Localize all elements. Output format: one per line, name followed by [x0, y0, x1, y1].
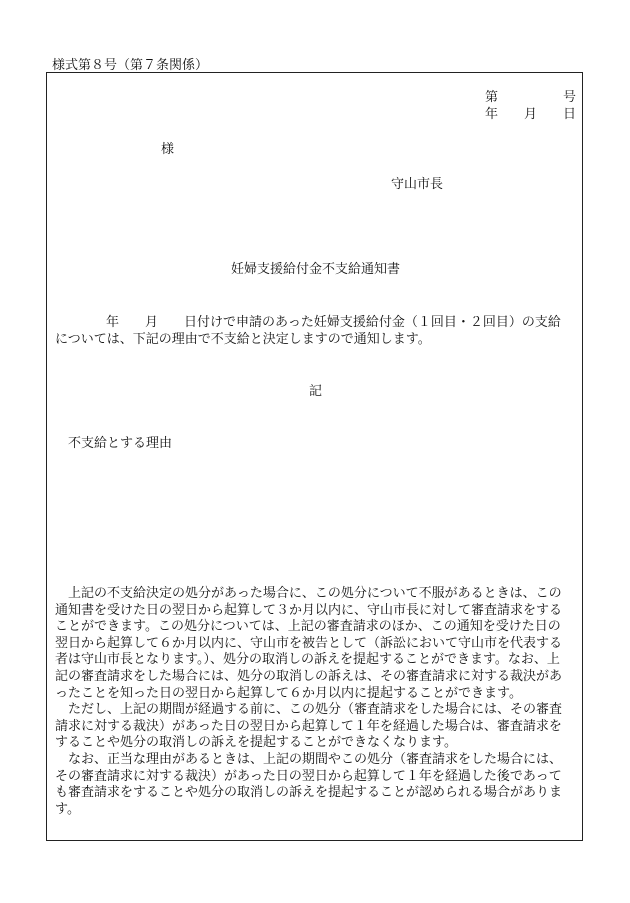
notice-line: 記の審査請求をした場合には、処分の取消しの訴えは、その審査請求に対する裁決があ: [55, 668, 563, 684]
notice-line: 翌日から起算して６か月以内に、守山市を被告として（訴訟において守山市を代表する: [55, 635, 563, 651]
doc-date-day: 日: [563, 107, 577, 122]
doc-date-month: 月: [524, 107, 538, 122]
doc-number-go: 号: [563, 90, 577, 105]
notice-line: その審査請求に対する裁決）があった日の翌日から起算して１年を経過した後であって: [55, 768, 562, 784]
addressee-suffix: 様: [161, 142, 175, 157]
notice-line: 上記の不支給決定の処分があった場合に、この処分について不服があるときは、この: [55, 586, 562, 601]
notice-paragraph: [55, 586, 562, 818]
sender-name: 守山市長: [391, 177, 444, 192]
notice-line: ただし、上記の期間が経過する前に、この処分（審査請求をした場合には、その審査: [55, 702, 563, 718]
doc-number-dai: 第: [485, 90, 499, 105]
notice-line: ことができます。この処分については、上記の審査請求のほか、この通知を受けた日の: [55, 619, 561, 635]
notice-line: ったことを知った日の翌日から起算して６か月以内に提起することができます。: [55, 685, 522, 701]
notice-line: す。: [55, 801, 80, 817]
intro-line-1: 日付けで申請のあった妊婦支援給付金（１回目・２回目）の支給: [184, 315, 561, 330]
doc-date-year: 年: [485, 107, 499, 122]
document-frame: [46, 72, 583, 841]
intro-month: 月: [145, 315, 159, 330]
intro-year: 年: [106, 315, 120, 330]
notice-line: も審査請求をすることや処分の取消しの訴えを提起することが認められる場合がありま: [55, 785, 563, 801]
intro-line-2: については、下記の理由で不支給と決定しますので通知します。: [55, 332, 431, 347]
reason-label: 不支給とする理由: [68, 436, 173, 451]
notice-line: 通知書を受けた日の翌日から起算して３か月以内に、守山市長に対して審査請求をする: [55, 602, 563, 618]
notice-line: なお、正当な理由があるときは、上記の期間やこの処分（審査請求をした場合には、: [55, 751, 563, 767]
notice-line: することや処分の取消しの訴えを提起することができなくなります。: [55, 735, 457, 751]
document-title: 妊婦支援給付金不支給通知書: [231, 262, 401, 277]
ki-heading: 記: [309, 384, 323, 399]
notice-line: 請求に対する裁決）があった日の翌日から起算して１年を経過した場合は、審査請求を: [55, 718, 562, 734]
form-identifier: 様式第８号（第７条関係）: [52, 58, 209, 73]
notice-line: 者は守山市長となります。）、処分の取消しの訴えを提起することができます。なお、上: [55, 652, 560, 668]
